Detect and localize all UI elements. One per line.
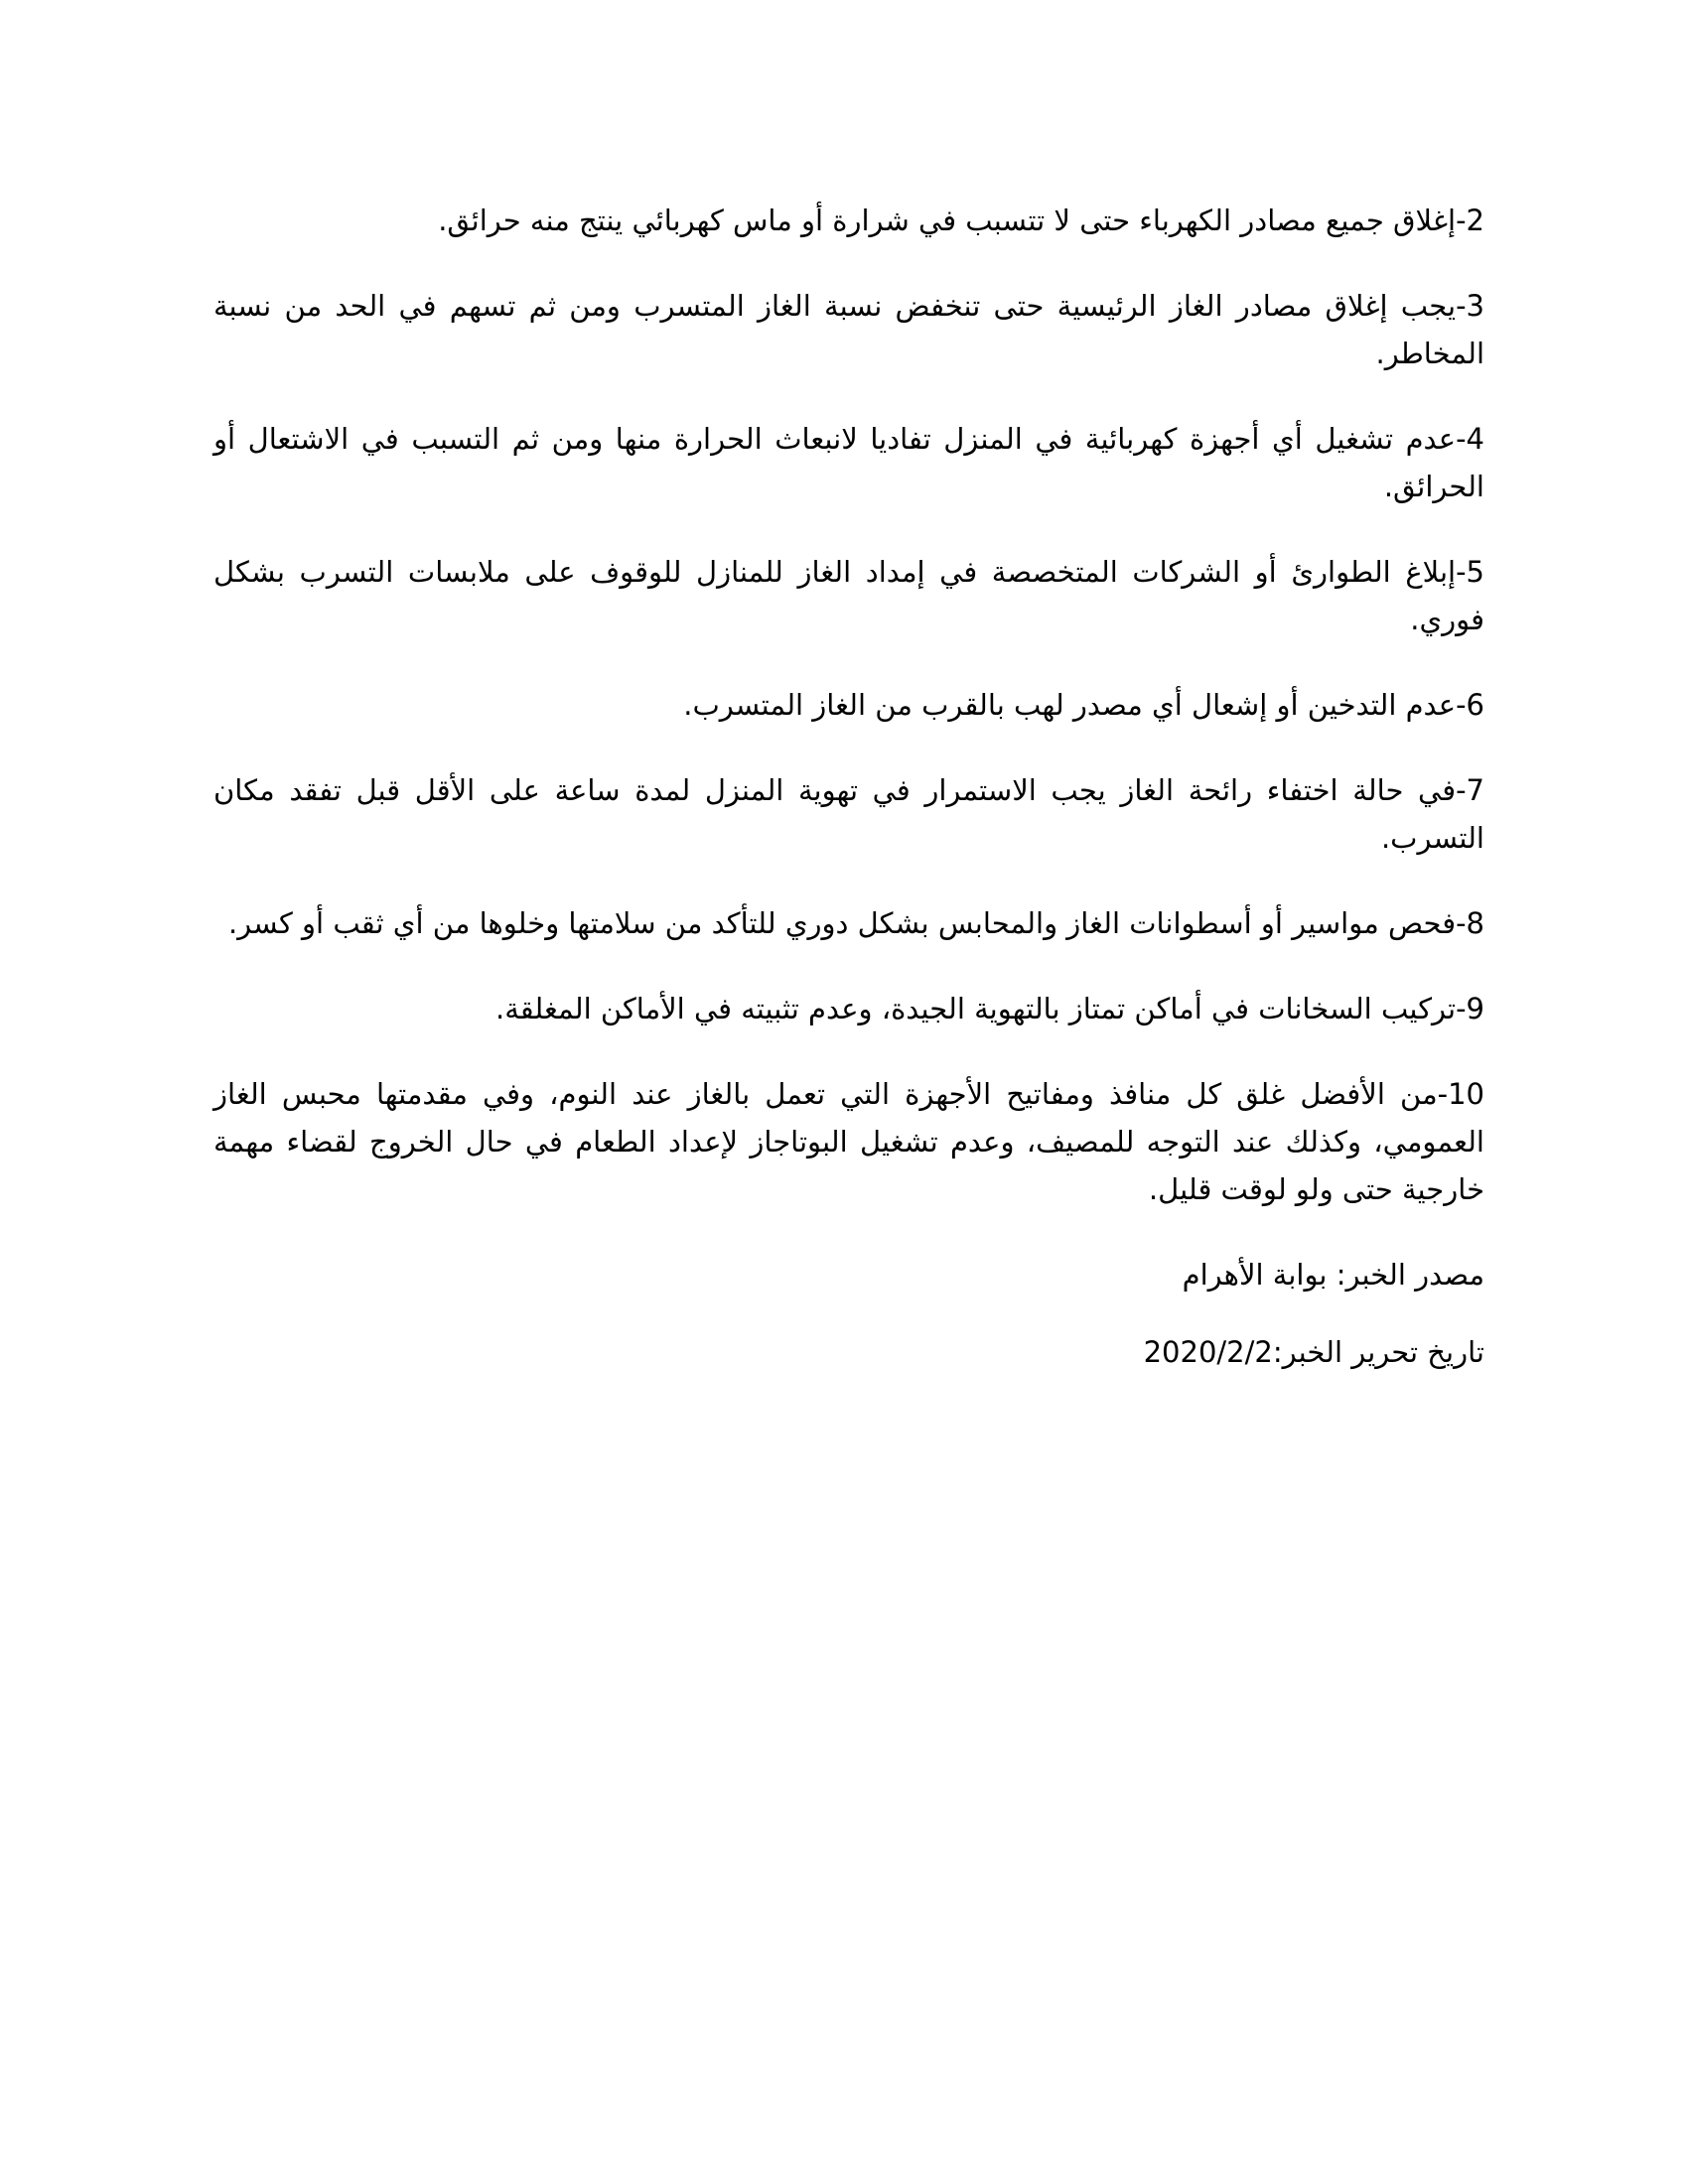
item-number: 10-	[1437, 1077, 1484, 1111]
item-text: تركيب السخانات في أماكن تمتاز بالتهوية الجيدة، وعدم تثبيته في الأماكن المغلقة.	[494, 992, 1457, 1025]
news-date-value: 2020/2/2	[1143, 1335, 1273, 1369]
list-item	[213, 985, 1484, 1032]
item-number: 6-	[1456, 688, 1484, 722]
item-number: 4-	[1456, 422, 1484, 456]
item-text: من الأفضل غلق كل منافذ ومفاتيح الأجهزة التي تعمل بالغاز عند النوم، وفي مقدمتها محبس الغاز العمومي، وكذلك عند التوجه للمصيف، وعدم تشغيل البوتاجاز لإعداد الطعام في حال الخروج لقضاء مهمة خارجية حتى ولو لوقت قليل.	[213, 1077, 1484, 1206]
item-text: يجب إغلاق مصادر الغاز الرئيسية حتى تنخفض نسبة الغاز المتسرب ومن ثم تسهم في الحد من نسبة المخاطر.	[213, 289, 1484, 370]
item-text: إبلاغ الطوارئ أو الشركات المتخصصة في إمداد الغاز للمنازل للوقوف على ملابسات التسرب بشكل فوري.	[213, 555, 1484, 636]
item-text: عدم التدخين أو إشعال أي مصدر لهب بالقرب من الغاز المتسرب.	[683, 688, 1457, 722]
news-source	[213, 1251, 1484, 1298]
list-item	[213, 548, 1484, 643]
news-date-label: تاريخ تحرير الخبر:	[1272, 1335, 1484, 1369]
item-number: 5-	[1456, 555, 1484, 589]
item-text: إغلاق جميع مصادر الكهرباء حتى لا تتسبب في شرارة أو ماس كهربائي ينتج منه حرائق.	[438, 204, 1457, 237]
item-text: في حالة اختفاء رائحة الغاز يجب الاستمرار في تهوية المنزل لمدة ساعة على الأقل قبل تفقد مكان التسرب.	[213, 773, 1484, 855]
list-item	[213, 899, 1484, 947]
list-item	[213, 766, 1484, 862]
item-number: 3-	[1456, 289, 1484, 323]
item-number: 2-	[1456, 204, 1484, 237]
news-source-label: مصدر الخبر:	[1336, 1258, 1484, 1292]
list-item	[213, 197, 1484, 244]
list-item	[213, 282, 1484, 377]
item-text: عدم تشغيل أي أجهزة كهربائية في المنزل تفاديا لانبعاث الحرارة منها ومن ثم التسبب في الاشتعال أو الحرائق.	[213, 422, 1484, 503]
item-number: 8-	[1456, 906, 1484, 940]
list-item	[213, 681, 1484, 729]
list-item	[213, 1070, 1484, 1213]
item-number: 7-	[1456, 773, 1484, 807]
list-item	[213, 415, 1484, 510]
item-text: فحص مواسير أو أسطوانات الغاز والمحابس بشكل دوري للتأكد من سلامتها وخلوها من أي ثقب أو كسر.	[227, 906, 1457, 940]
news-source-value: بوابة الأهرام	[1182, 1258, 1328, 1292]
document-body	[213, 197, 1484, 1406]
item-number: 9-	[1456, 992, 1484, 1025]
news-date	[213, 1328, 1484, 1376]
